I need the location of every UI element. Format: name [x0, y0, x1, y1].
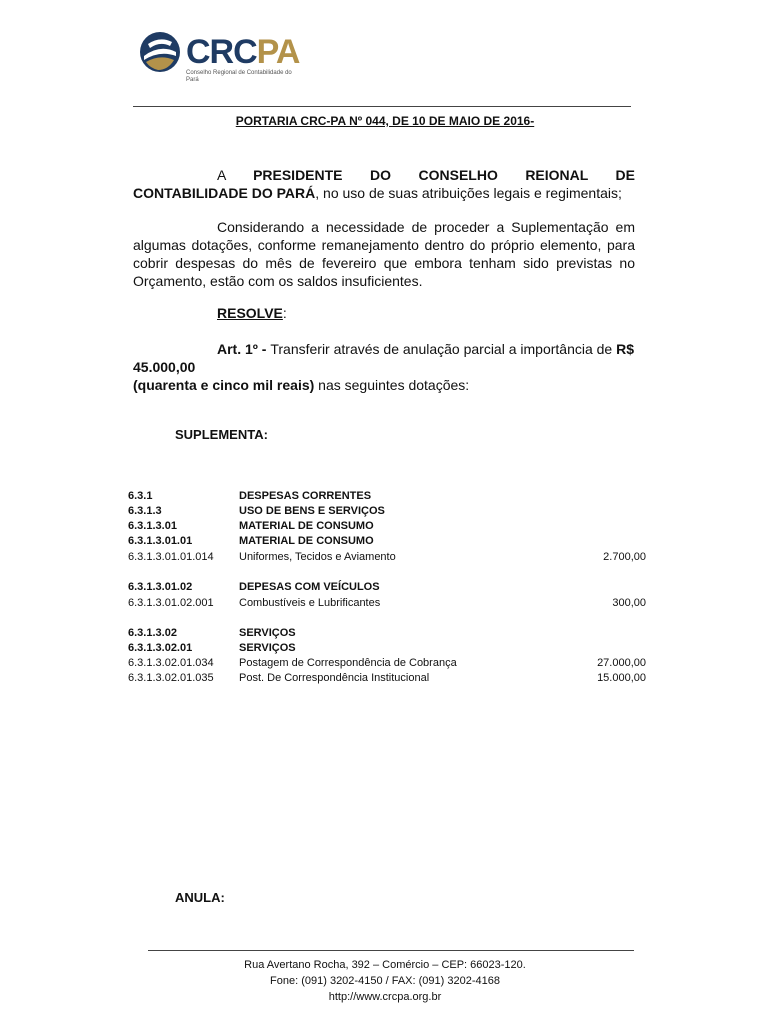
considerando-paragraph: Considerando a necessidade de proceder a Suplementação em algumas dotações, conforme remanejamento dentro do próprio elemento, para cobrir despesas do mês de fevereiro que embora tenham sido previstas no Orçamento, estão com os saldos insuficientes.: [133, 219, 635, 289]
logo-subtitle: Conselho Regional de Contabilidade do Pará: [186, 70, 292, 83]
account-description: SERVIÇOS: [239, 642, 296, 654]
account-code: 6.3.1.3.01.01.014: [128, 551, 214, 563]
table-row: [128, 551, 646, 566]
account-amount: 15.000,00: [597, 672, 646, 684]
document-title: PORTARIA CRC-PA Nº 044, DE 10 DE MAIO DE 2016-: [235, 114, 535, 128]
account-description: DESPESAS CORRENTES: [239, 490, 372, 502]
account-amount: 27.000,00: [597, 657, 646, 669]
account-description: MATERIAL DE CONSUMO: [239, 520, 374, 532]
anula-heading: ANULA:: [175, 890, 225, 905]
account-description: SERVIÇOS: [239, 627, 296, 639]
account-code: 6.3.1.3.02.01.034: [128, 657, 214, 669]
table-row: [128, 657, 646, 672]
footer-phone: Fone: (091) 3202-4150 / FAX: (091) 3202-4168: [270, 975, 500, 987]
header-divider: [133, 106, 631, 107]
suplementa-heading: SUPLEMENTA:: [175, 427, 268, 442]
footer-site: http://www.crcpa.org.br: [328, 991, 442, 1003]
account-code: 6.3.1.3.01.02: [128, 581, 193, 593]
account-code: 6.3.1.3.02: [128, 627, 177, 639]
table-row: [128, 505, 646, 520]
account-code: 6.3.1.3.02.01: [128, 642, 193, 654]
logo-wordmark: CRCPA: [186, 33, 300, 71]
account-description: Post. De Correspondência Institucional: [239, 672, 430, 684]
account-code: 6.3.1.3.01: [128, 520, 177, 532]
account-description: Uniformes, Tecidos e Aviamento: [239, 551, 396, 563]
account-code: 6.3.1.3.01.01: [128, 535, 193, 547]
account-description: Postagem de Correspondência de Cobrança: [239, 657, 457, 669]
table-row: [128, 535, 646, 550]
footer-address: Rua Avertano Rocha, 392 – Comércio – CEP: 66023-120.: [244, 959, 526, 971]
intro-paragraph: A PRESIDENTE DO CONSELHO REIONAL DE CONTABILIDADE DO PARÁ, no uso de suas atribuições legais e regimentais;: [133, 167, 635, 201]
account-code: 6.3.1.3.01.02.001: [128, 597, 214, 609]
account-code: 6.3.1.3: [128, 505, 162, 517]
table-row: [128, 642, 646, 657]
table-row: [128, 672, 646, 687]
footer-divider: [148, 950, 634, 951]
account-code: 6.3.1.3.02.01.035: [128, 672, 214, 684]
account-amount: 2.700,00: [603, 551, 646, 563]
crcpa-logo-icon: [138, 30, 182, 74]
account-amount: 300,00: [612, 597, 646, 609]
account-description: MATERIAL DE CONSUMO: [239, 535, 374, 547]
account-description: USO DE BENS E SERVIÇOS: [239, 505, 385, 517]
account-description: Combustíveis e Lubrificantes: [239, 597, 381, 609]
table-row: [128, 490, 646, 505]
account-code: 6.3.1: [128, 490, 153, 502]
table-row: [128, 597, 646, 612]
table-row: [128, 627, 646, 642]
crcpa-logo: [138, 30, 298, 86]
table-row: [128, 520, 646, 535]
resolve-heading: RESOLVE:: [217, 305, 287, 321]
article-paragraph: Art. 1º - Transferir através de anulação parcial a importância de R$ 45.000,00 (quarenta e cinco mil reais) nas seguintes dotações:: [133, 341, 635, 393]
account-description: DEPESAS COM VEÍCULOS: [239, 581, 380, 593]
table-row: [128, 581, 646, 596]
